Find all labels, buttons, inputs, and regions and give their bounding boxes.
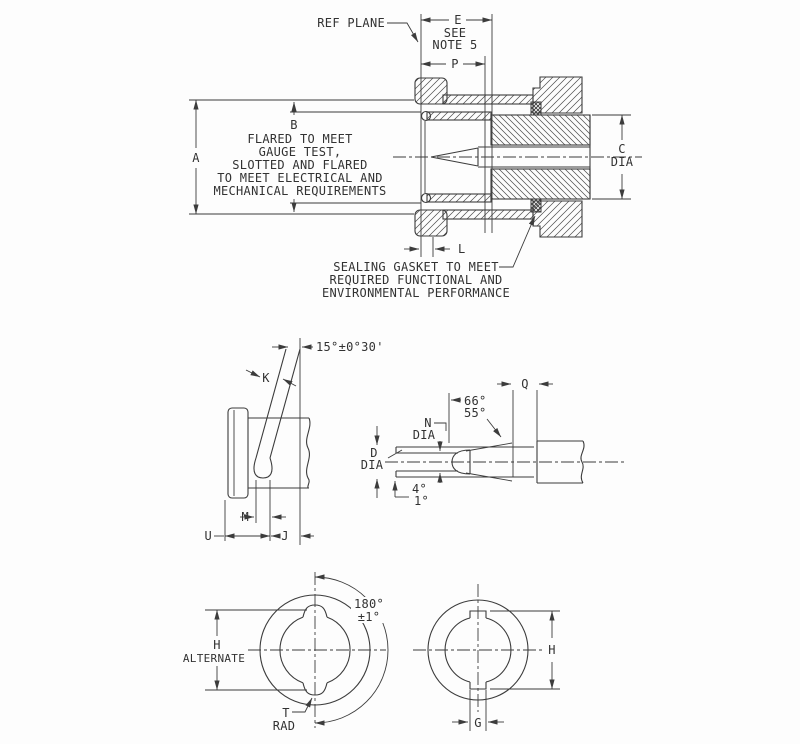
gasket-note-line1: SEALING GASKET TO MEET bbox=[333, 260, 499, 274]
angle180-label: 180° bbox=[353, 597, 385, 611]
dim-label-n: N bbox=[424, 416, 432, 430]
gasket-note-leader bbox=[499, 216, 535, 267]
flange-section-upper bbox=[415, 78, 447, 104]
ref-plane-label: REF PLANE bbox=[317, 16, 385, 30]
flared-note-line2: GAUGE TEST, bbox=[258, 145, 342, 159]
dim-label-m: M bbox=[241, 510, 249, 524]
dim-label-n-dia: DIA bbox=[412, 428, 436, 442]
shell-wall-upper bbox=[443, 95, 533, 104]
angle55-label: 55° bbox=[464, 406, 487, 420]
flared-note bbox=[213, 132, 386, 198]
gasket-note-line3: ENVIRONMENTAL PERFORMANCE bbox=[321, 286, 511, 300]
sealing-gasket-lower bbox=[531, 199, 541, 212]
dim-k-arrow-right bbox=[283, 379, 296, 386]
dim-label-t: T bbox=[282, 706, 290, 720]
dim-label-c-dia: DIA bbox=[610, 155, 634, 169]
sealing-gasket-upper bbox=[531, 102, 541, 115]
angle4-label: 4° bbox=[412, 482, 428, 496]
angle15-label: 15°±0°30' bbox=[316, 340, 384, 354]
end-view-keyway bbox=[413, 584, 560, 731]
dim-label-h-right: H bbox=[548, 643, 556, 657]
dim-label-h-left: H bbox=[213, 638, 221, 652]
angle1-label: 1° bbox=[414, 494, 430, 508]
dim-t-leader bbox=[292, 698, 312, 712]
dim-d-leader bbox=[388, 450, 402, 458]
ref-plane-leader bbox=[387, 23, 418, 42]
gasket-note-line2: REQUIRED FUNCTIONAL AND bbox=[329, 273, 503, 287]
dim-label-t-rad: RAD bbox=[272, 719, 296, 733]
see-note-line2: NOTE 5 bbox=[432, 38, 478, 52]
slot-bulb bbox=[254, 458, 272, 478]
flange-section-lower bbox=[415, 210, 447, 236]
dielectric-upper bbox=[491, 115, 590, 145]
dielectric-lower bbox=[491, 169, 590, 199]
dim-label-c: C bbox=[618, 142, 626, 156]
dim-label-q: Q bbox=[521, 377, 529, 391]
contact-bore-lines bbox=[396, 453, 458, 471]
see-note-line1: SEE bbox=[443, 26, 467, 40]
dim-label-d: D bbox=[370, 446, 378, 460]
dim-k-arrow-left bbox=[246, 370, 260, 377]
dim-label-d-dia: DIA bbox=[360, 458, 384, 472]
shell-wall-lower bbox=[443, 210, 533, 219]
dim-label-l: L bbox=[458, 242, 466, 256]
dim-label-g: G bbox=[474, 716, 482, 730]
dim-label-b: B bbox=[290, 118, 298, 132]
dim-n-bracket bbox=[434, 423, 446, 431]
dim-label-u: U bbox=[204, 529, 212, 543]
angle66-label: 66° bbox=[464, 394, 487, 408]
section-view-connector bbox=[189, 13, 642, 300]
contact-tine-lower bbox=[427, 194, 491, 202]
alternate-label: ALTERNATE bbox=[182, 652, 246, 665]
angle180-tol-label: ±1° bbox=[357, 610, 381, 624]
dim-label-p: P bbox=[451, 57, 459, 71]
flared-note-line4: TO MEET ELECTRICAL AND bbox=[217, 171, 383, 185]
flared-note-line3: SLOTTED AND FLARED bbox=[232, 158, 368, 172]
dim-label-j: J bbox=[281, 529, 289, 543]
flared-note-line5: MECHANICAL REQUIREMENTS bbox=[213, 184, 387, 198]
flange-profile bbox=[228, 408, 248, 498]
end-view-alternate bbox=[183, 572, 388, 733]
side-view-slot bbox=[204, 338, 383, 545]
dim-label-e: E bbox=[454, 13, 462, 27]
slot-edges bbox=[256, 349, 300, 458]
angle55-leader bbox=[487, 419, 501, 437]
flared-note-line1: FLARED TO MEET bbox=[247, 132, 353, 146]
contact-detail-view bbox=[361, 377, 625, 508]
break-line bbox=[307, 418, 310, 488]
dim-label-k: K bbox=[262, 371, 270, 385]
contact-tine-upper bbox=[427, 112, 491, 120]
dim-label-a: A bbox=[192, 151, 200, 165]
